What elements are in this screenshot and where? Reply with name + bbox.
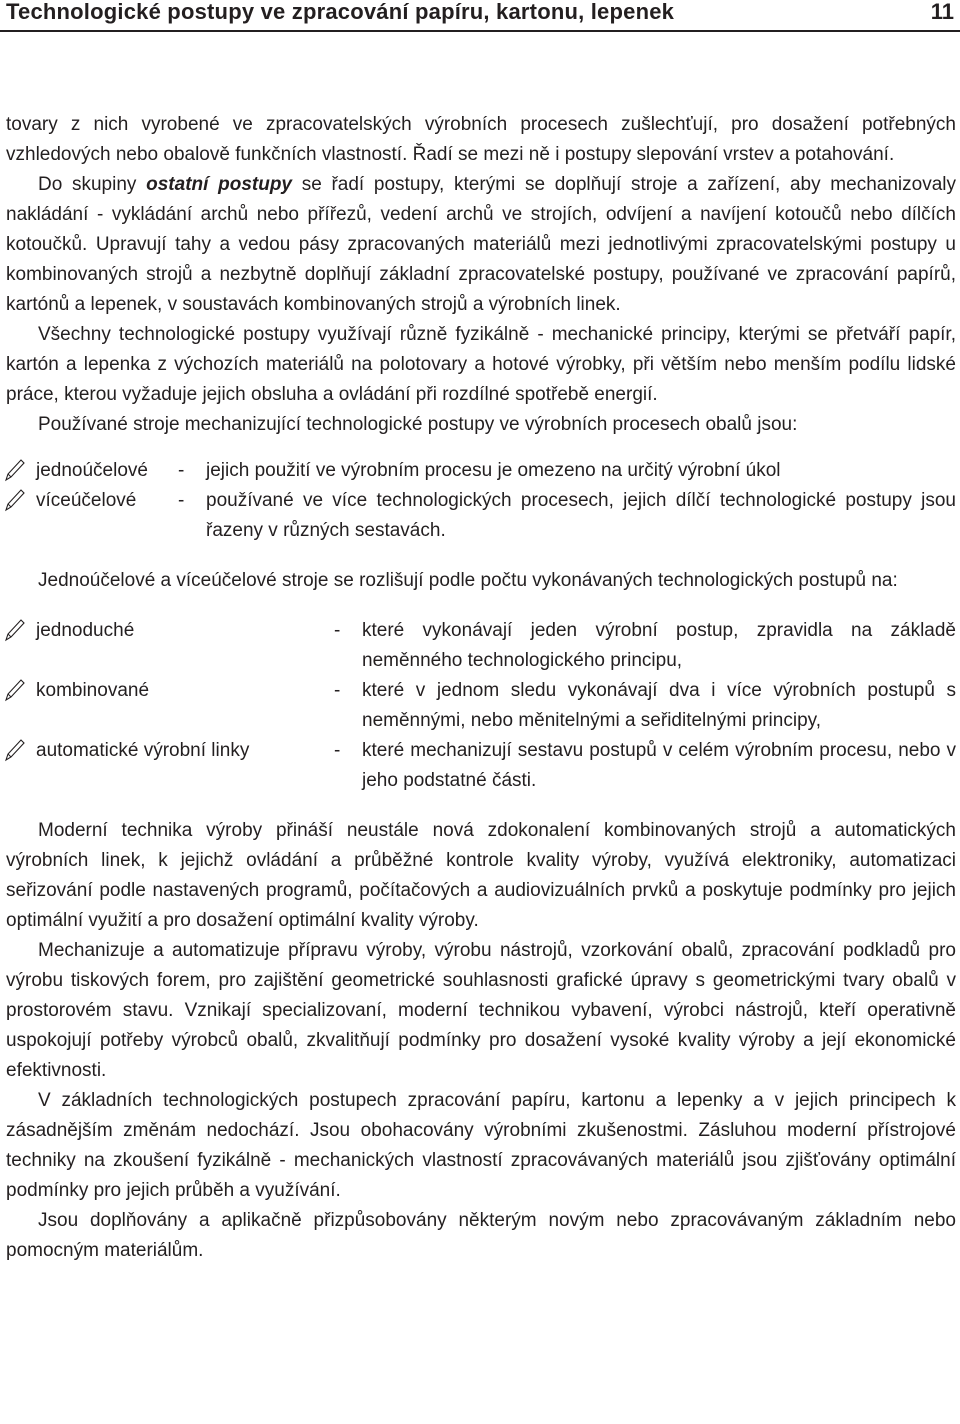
- paragraph-7: Mechanizuje a automatizuje přípravu výroby, výrobu nástrojů, vzorkování obalů, zpracování podkladů pro výrobu tiskových forem, pro zajištění geometrické souhlasnosti grafické úpravy s geometrickými tvary obalů v prostorovém stavu. Vznikají specializovaní, moderní technikou vybavení, výrobci nástrojů, kteří operativně uspokojují potřeby výrobců obalů, zkvalitňují podmínky pro dosažení vysoké kvality výroby a její ekonomické efektivnosti.: [6, 940, 956, 1081]
- paragraph-6: Moderní technika výroby přináší neustále nová zdokonalení kombinovaných strojů a automatických výrobních linek, k jejichž ovládání a průběžné kontrole kvality výroby, využívá elektroniky, automatizaci seřizování podle nastavených programů, počítačových a audiovizuálních prvků a poskytuje podmínky pro jejich optimální využití a pro dosažení optimální kvality výroby.: [6, 820, 956, 931]
- paragraph-2-before: Do skupiny: [38, 174, 147, 195]
- list-dash: -: [178, 460, 185, 481]
- list-term: jednoduché: [36, 620, 135, 641]
- list-term: kombinované: [36, 680, 150, 701]
- spacer: [6, 596, 956, 616]
- paragraph-8: V základních technologických postupech zpracování papíru, kartonu a lepenky a v jejich principech k zásadnějším změnám nedochází. Jsou obohacovány výrobními zkušenostmi. Zásluhou moderní přístrojové techniky na zkoušení fyzikálně - mechanických vlastností zpracovávaných materiálů jsou zjišťovány optimální podmínky pro jejich průběh a využívání.: [6, 1090, 956, 1201]
- list-description: které v jednom sledu vykonávají dva i více výrobních postupů s neměnnými, nebo měnitelnými a seřiditelnými principy,: [362, 680, 956, 731]
- paragraph-2-emphasis: ostatní postupy: [146, 174, 292, 195]
- list-description: jejich použití ve výrobním procesu je omezeno na určitý výrobní úkol: [206, 460, 781, 481]
- list-term: víceúčelové: [36, 490, 137, 511]
- spacer: [6, 546, 956, 566]
- list-term: jednoúčelové: [36, 460, 148, 481]
- page-number: 11: [930, 0, 954, 24]
- pen-icon: [4, 678, 26, 702]
- list-description: používané ve více technologických procesech, jejich dílčí technologické postupy jsou řazeny v různých sestavách.: [206, 490, 956, 541]
- spacer: [6, 796, 956, 816]
- page-content: [6, 110, 956, 1266]
- list-dash: -: [334, 740, 341, 761]
- paragraph-9: Jsou doplňovány a aplikačně přizpůsobovány některým novým nebo zpracovávaným základním nebo pomocným materiálům.: [6, 1210, 956, 1261]
- pen-icon: [4, 618, 26, 642]
- paragraph-1: tovary z nich vyrobené ve zpracovatelských výrobních procesech zušlechťují, pro dosažení potřebných vzhledových nebo obalově funkčních vlastností. Řadí se mezi ně i postupy slepování vrstev a potahování.: [6, 114, 956, 165]
- page-header: [0, 0, 960, 32]
- list-term: automatické výrobní linky: [36, 740, 250, 761]
- list-dash: -: [334, 680, 341, 701]
- paragraph-3: Všechny technologické postupy využívají různě fyzikálně - mechanické principy, kterými se přetváří papír, kartón a lepenka z výchozích materiálů na polotovary a hotové výrobky, při větším nebo menším podílu lidské práce, kterou vyžaduje jejich obsluha a ovládání při rozdílné spotřebě energií.: [6, 324, 956, 405]
- list-description: které vykonávají jeden výrobní postup, zpravidla na základě neměnného technologického principu,: [362, 620, 956, 671]
- list-item: [6, 736, 956, 796]
- paragraph-2: [6, 170, 956, 320]
- page-title: Technologické postupy ve zpracování papíru, kartonu, lepenek: [6, 0, 675, 24]
- machine-type-list: [6, 616, 956, 796]
- list-item: [6, 456, 956, 486]
- paragraph-5: Jednoúčelové a víceúčelové stroje se rozlišují podle počtu vykonávaných technologických postupů na:: [38, 570, 898, 591]
- pen-icon: [4, 488, 26, 512]
- spacer: [6, 440, 956, 456]
- pen-icon: [4, 738, 26, 762]
- list-description: které mechanizují sestavu postupů v celém výrobním procesu, nebo v jeho podstatné části.: [362, 740, 956, 791]
- list-dash: -: [334, 620, 341, 641]
- list-item: [6, 676, 956, 736]
- paragraph-4: Používané stroje mechanizující technologické postupy ve výrobních procesech obalů jsou:: [38, 414, 798, 435]
- paragraph-2-after: se řadí postupy, kterými se doplňují stroje a zařízení, aby mechanizovaly nakládání - vykládání archů nebo přířezů, vedení archů ve strojích, odvíjení a navíjení kotoučů nebo dílčích kotoučků. Upravují tahy a vedou pásy zpracovaných materiálů mezi jednotlivými zpracovatelskými postupy u kombinovaných strojů a nezbytně doplňují základní zpracovatelské postupy, používané ve zpracování papírů, kartónů a lepenek, v soustavách kombinovaných strojů a výrobních linek.: [6, 174, 956, 315]
- pen-icon: [4, 458, 26, 482]
- machine-purpose-list: [6, 456, 956, 546]
- list-item: [6, 616, 956, 676]
- list-dash: -: [178, 490, 185, 511]
- list-item: [6, 486, 956, 546]
